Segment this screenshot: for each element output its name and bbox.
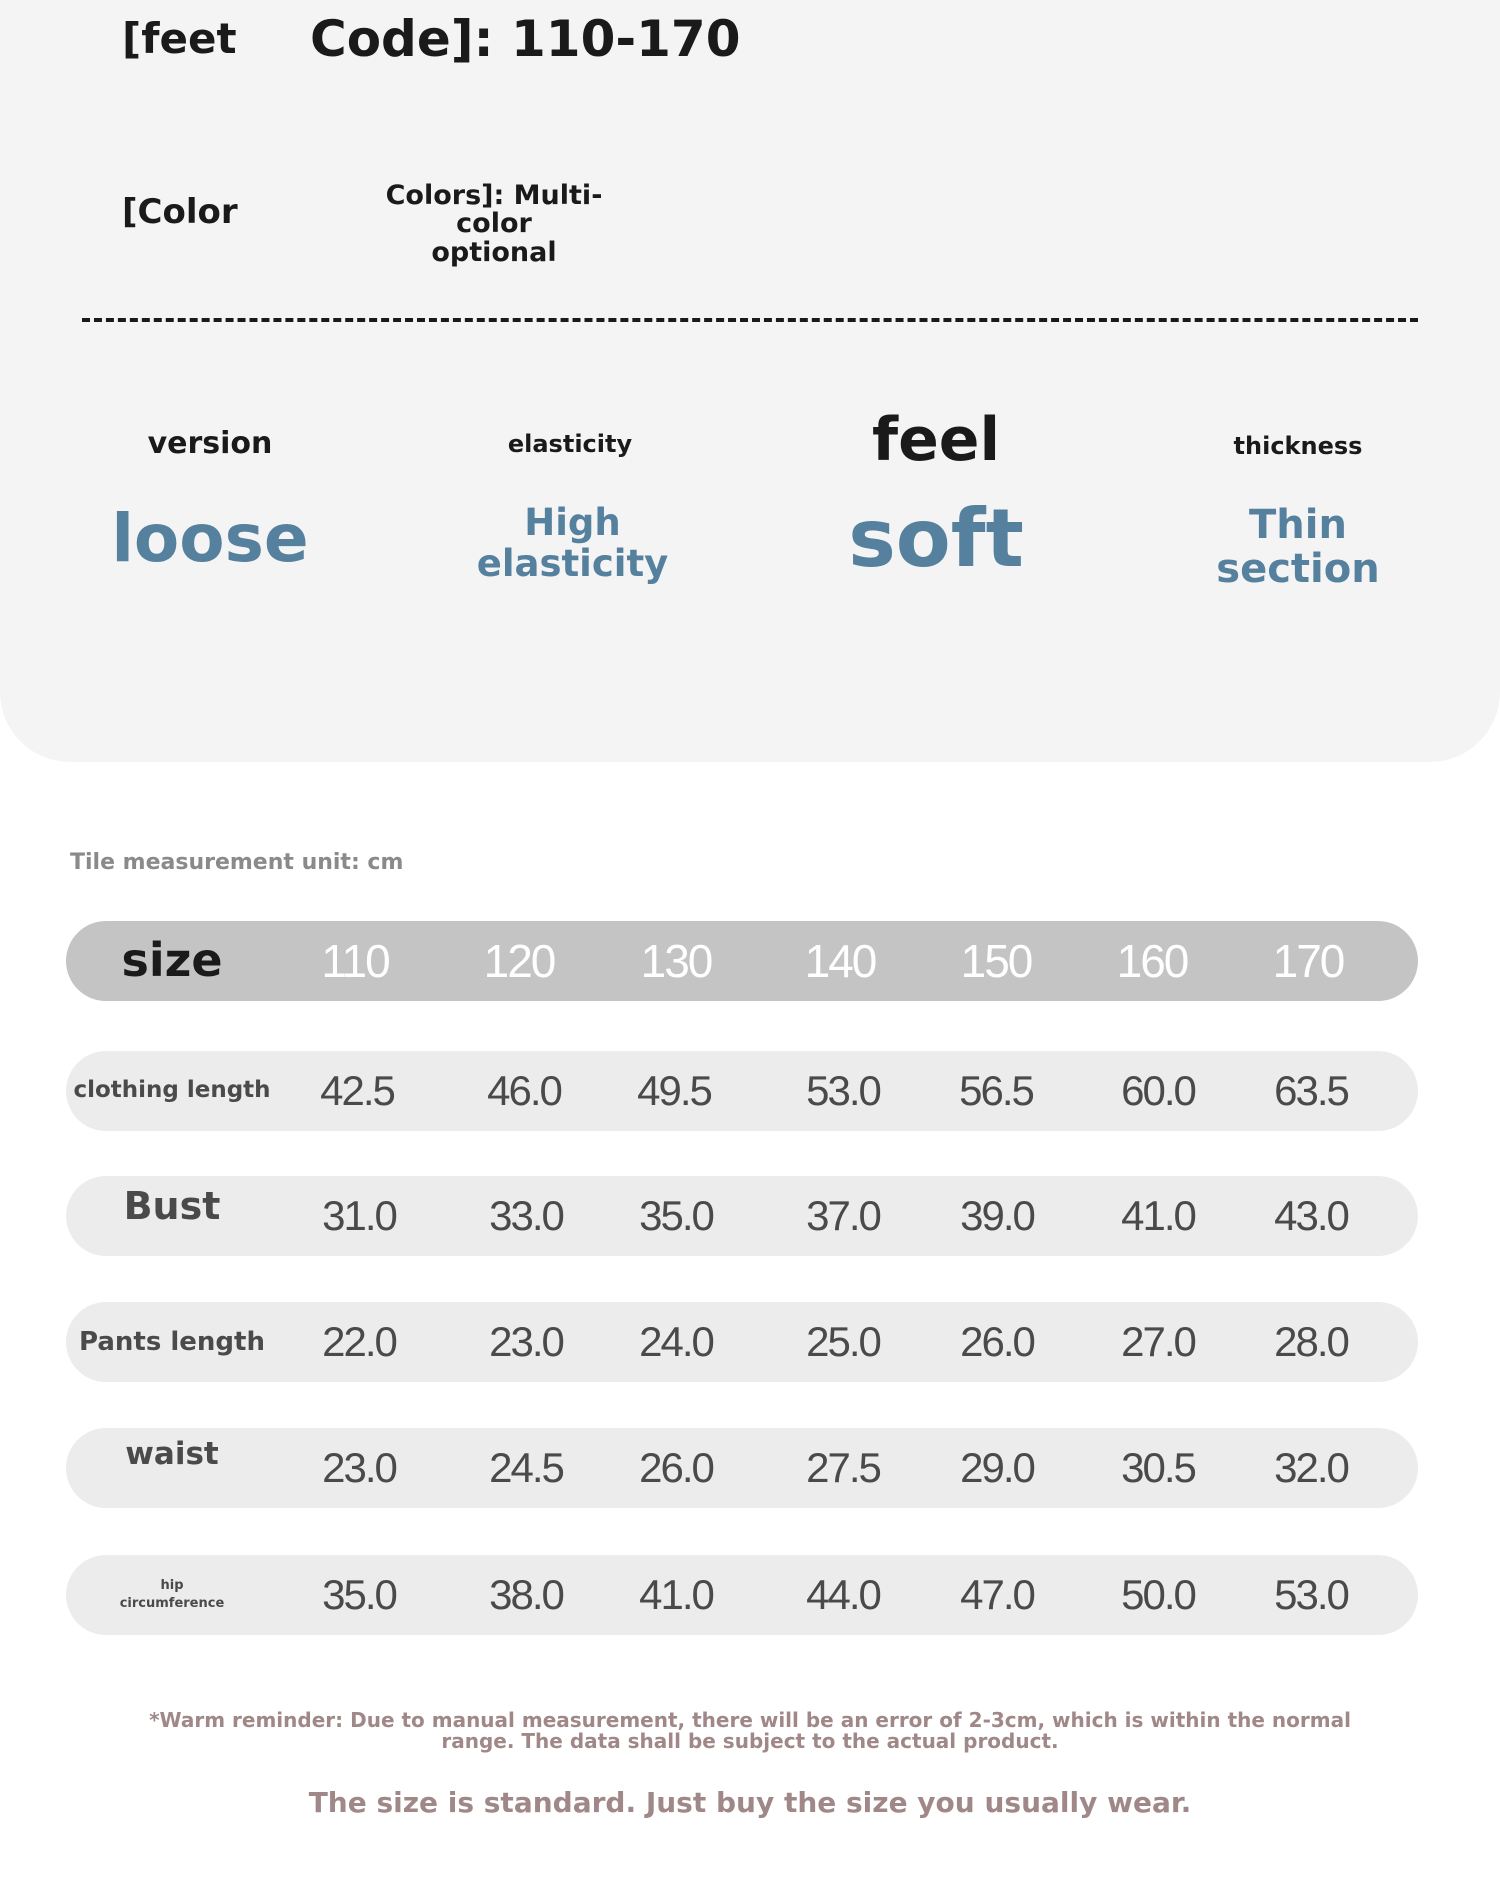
attr-value-elasticity: High elasticity: [476, 501, 669, 585]
attr-label-feel: feel: [871, 405, 1001, 475]
table-cell: 53.0: [806, 1067, 880, 1114]
table-cell: 44.0: [806, 1571, 880, 1618]
header-label: size: [121, 933, 223, 988]
table-cell: 47.0: [960, 1571, 1034, 1618]
code-value: Code]: 110-170: [310, 10, 741, 68]
table-cell: 50.0: [1121, 1571, 1195, 1618]
warm-reminder: *Warm reminder: Due to manual measurement, there will be an error of 2-3cm, which is within the normal range. The data shall be subject to the actual product.: [149, 1708, 1351, 1753]
table-cell: 63.5: [1274, 1067, 1348, 1114]
code-label: [feet: [122, 14, 237, 63]
header-size-cell: 130: [640, 935, 712, 987]
attr-label-version: version: [147, 426, 273, 461]
size-slogan: The size is standard. Just buy the size you usually wear.: [308, 1786, 1192, 1819]
attr-label-elasticity: elasticity: [507, 430, 633, 458]
attr-label-thickness: thickness: [1233, 432, 1363, 460]
header-size-cell: 150: [960, 935, 1032, 987]
table-cell: 31.0: [322, 1192, 396, 1239]
product-info-card: [0, 0, 1500, 762]
table-cell: 33.0: [489, 1192, 563, 1239]
table-cell: 39.0: [960, 1192, 1034, 1239]
header-size-cell: 140: [804, 935, 876, 987]
table-cell: 23.0: [322, 1444, 396, 1491]
table-cell: 37.0: [806, 1192, 880, 1239]
row-label-clothing-length: clothing length: [73, 1077, 271, 1104]
color-value-line2: optional: [431, 236, 557, 268]
table-cell: 30.5: [1121, 1444, 1195, 1491]
table-row: [66, 1428, 1418, 1508]
table-row: [66, 1555, 1418, 1635]
row-label-waist: waist: [125, 1436, 219, 1472]
table-cell: 23.0: [489, 1318, 563, 1365]
table-cell: 41.0: [1121, 1192, 1195, 1239]
table-cell: 22.0: [322, 1318, 396, 1365]
table-row: [66, 1302, 1418, 1382]
table-cell: 35.0: [639, 1192, 713, 1239]
unit-note: Tile measurement unit: cm: [70, 850, 404, 875]
table-cell: 24.5: [489, 1444, 563, 1491]
table-cell: 43.0: [1274, 1192, 1348, 1239]
table-cell: 26.0: [639, 1444, 713, 1491]
row-label-hip-circumference: hip circumference: [119, 1577, 225, 1611]
color-value-line1: Colors]: Multi-color: [385, 180, 603, 240]
table-cell: 35.0: [322, 1571, 396, 1618]
table-cell: 56.5: [959, 1067, 1033, 1114]
table-row: [66, 1051, 1418, 1131]
table-cell: 53.0: [1274, 1571, 1348, 1618]
table-cell: 24.0: [639, 1318, 713, 1365]
attr-value-feel: soft: [848, 492, 1024, 585]
color-label: [Color: [122, 192, 238, 232]
table-cell: 60.0: [1121, 1067, 1195, 1114]
dashed-divider: [82, 318, 1418, 322]
color-value: [350, 182, 638, 267]
table-header-row: [66, 921, 1418, 1001]
table-cell: 26.0: [960, 1318, 1034, 1365]
table-cell: 25.0: [806, 1318, 880, 1365]
table-cell: 38.0: [489, 1571, 563, 1618]
table-cell: 41.0: [639, 1571, 713, 1618]
attr-value-version: loose: [111, 500, 309, 577]
header-size-cell: 170: [1272, 935, 1344, 987]
row-label-bust: Bust: [123, 1184, 221, 1228]
header-size-cell: 160: [1116, 935, 1188, 987]
table-cell: 42.5: [320, 1067, 394, 1114]
table-cell: 32.0: [1274, 1444, 1348, 1491]
table-cell: 49.5: [637, 1067, 711, 1114]
row-label-pants-length: Pants length: [79, 1326, 265, 1357]
table-cell: 27.5: [806, 1444, 880, 1491]
table-row: [66, 1176, 1418, 1256]
table-cell: 28.0: [1274, 1318, 1348, 1365]
attr-value-thickness: Thin section: [1216, 502, 1380, 592]
header-size-cell: 120: [483, 935, 555, 987]
table-cell: 29.0: [960, 1444, 1034, 1491]
table-cell: 46.0: [487, 1067, 561, 1114]
table-cell: 27.0: [1121, 1318, 1195, 1365]
header-size-cell: 110: [321, 935, 389, 987]
